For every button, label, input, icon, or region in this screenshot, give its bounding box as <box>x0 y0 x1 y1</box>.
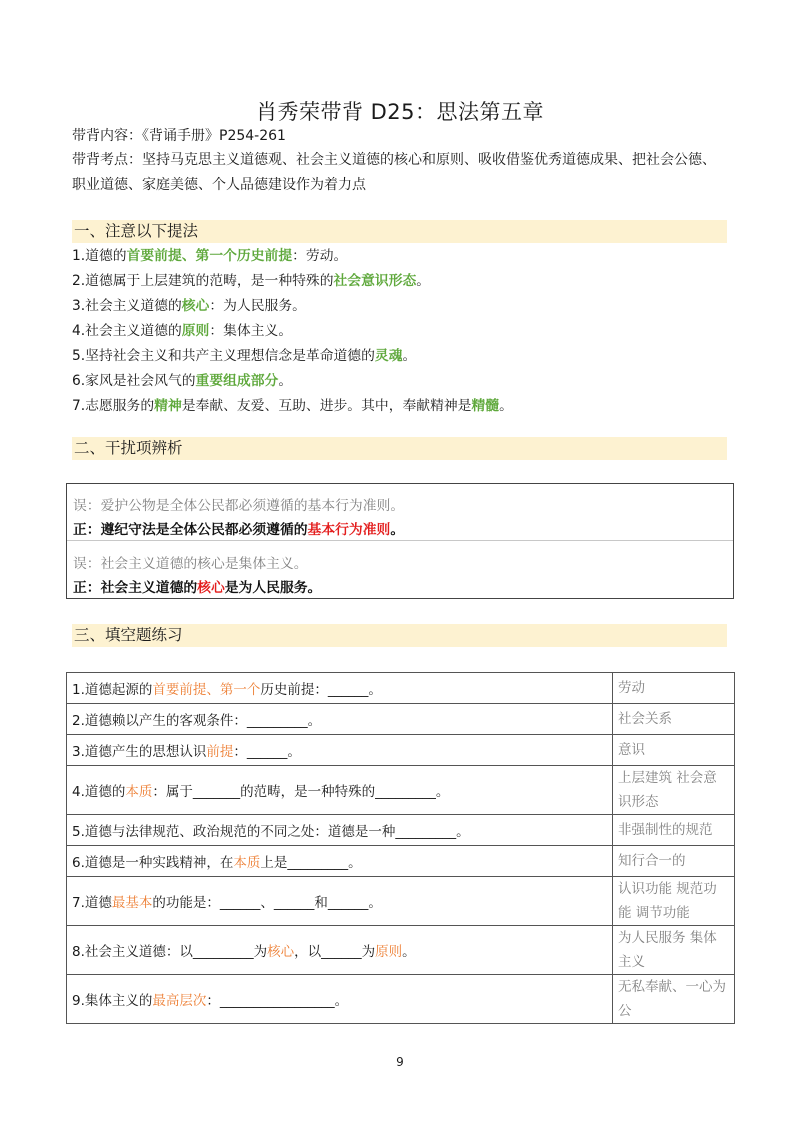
meta-points-line2: 职业道德、家庭美德、个人品德建设作为着力点 <box>72 177 366 193</box>
list-item: 6.家风是社会风气的重要组成部分。 <box>72 373 293 389</box>
question-text: 的功能是：______、______和______。 <box>152 895 382 911</box>
distractor-box <box>66 483 734 599</box>
question-text: ：______。 <box>233 744 301 760</box>
wrong-statement: 误：爱护公物是全体公民都必须遵循的基本行为准则。 <box>73 498 405 514</box>
keyword-highlight: 最基本 <box>111 895 153 911</box>
table-row <box>67 704 735 735</box>
question-text: 3.道德产生的思想认识 <box>72 744 207 760</box>
question-cell <box>67 846 613 877</box>
question-cell <box>67 766 613 815</box>
section-heading-fill-blank: 三、填空题练习 <box>72 624 727 647</box>
answer-cell: 知行合一的 <box>613 846 735 877</box>
list-item: 3.社会主义道德的核心：为人民服务。 <box>72 298 306 314</box>
answer-cell: 劳动 <box>613 673 735 704</box>
keyword-highlight: 本质 <box>233 855 261 871</box>
table-row <box>67 877 735 926</box>
question-cell <box>67 877 613 926</box>
keyword-highlight: 前提 <box>206 744 234 760</box>
list-item: 1.道德的首要前提、第一个历史前提：劳动。 <box>72 248 348 264</box>
question-text: 上是_________。 <box>260 855 362 871</box>
wrong-statement: 误：社会主义道德的核心是集体主义。 <box>73 556 308 572</box>
keyword-highlight: 最高层次 <box>152 993 207 1009</box>
table-row <box>67 815 735 846</box>
meta-points-line1: 带背考点：坚持马克思主义道德观、社会主义道德的核心和原则、吸收借鉴优秀道德成果、把社会公德、 <box>72 152 716 168</box>
question-text: 。 <box>402 944 416 960</box>
answer-cell: 社会关系 <box>613 704 735 735</box>
answer-cell: 无私奉献、一心为公 <box>613 975 735 1024</box>
fill-blank-table <box>66 672 735 1024</box>
question-text: 4.道德的 <box>72 784 126 800</box>
question-text: 8.社会主义道德：以_________为 <box>72 944 268 960</box>
question-text: 2.道德赖以产生的客观条件：_________。 <box>72 713 322 729</box>
question-text: 6.道德是一种实践精神，在 <box>72 855 234 871</box>
correct-statement: 正：遵纪守法是全体公民都必须遵循的基本行为准则。 <box>73 522 405 538</box>
question-cell <box>67 673 613 704</box>
list-item: 2.道德属于上层建筑的范畴，是一种特殊的社会意识形态。 <box>72 273 431 289</box>
question-text: 7.道德 <box>72 895 112 911</box>
keyword-highlight: 原则 <box>375 944 403 960</box>
answer-cell: 认识功能 规范功能 调节功能 <box>613 877 735 926</box>
list-item: 4.社会主义道德的原则：集体主义。 <box>72 323 293 339</box>
section-heading-distractors: 二、干扰项辨析 <box>72 437 727 460</box>
question-cell <box>67 926 613 975</box>
table-row <box>67 766 735 815</box>
answer-cell: 非强制性的规范 <box>613 815 735 846</box>
correct-statement: 正：社会主义道德的核心是为人民服务。 <box>73 580 322 596</box>
question-text: 5.道德与法律规范、政治规范的不同之处：道德是一种_________。 <box>72 824 470 840</box>
question-cell <box>67 704 613 735</box>
question-text: ：_________________。 <box>206 993 349 1009</box>
notes-list <box>72 244 732 419</box>
list-item: 7.志愿服务的精神是奉献、友爱、互助、进步。其中，奉献精神是精髓。 <box>72 398 513 414</box>
list-item: 5.坚持社会主义和共产主义理想信念是革命道德的灵魂。 <box>72 348 417 364</box>
page-title: 肖秀荣带背 D25：思法第五章 <box>255 100 545 124</box>
question-text: 9.集体主义的 <box>72 993 153 1009</box>
table-row <box>67 975 735 1024</box>
table-row <box>67 735 735 766</box>
answer-cell: 上层建筑 社会意识形态 <box>613 766 735 815</box>
section-heading-notes: 一、注意以下提法 <box>72 220 727 243</box>
table-row <box>67 926 735 975</box>
keyword-highlight: 本质 <box>125 784 153 800</box>
answer-cell: 意识 <box>613 735 735 766</box>
keyword-highlight: 核心 <box>267 944 295 960</box>
meta-content: 带背内容：《背诵手册》P254-261 <box>72 128 286 144</box>
table-row <box>67 846 735 877</box>
page-number: 9 <box>396 1055 404 1069</box>
question-text: ，以______为 <box>294 944 376 960</box>
meta-points <box>72 148 732 198</box>
question-text: ：属于_______的范畴，是一种特殊的_________。 <box>152 784 450 800</box>
table-row <box>67 673 735 704</box>
question-text: 1.道德起源的 <box>72 682 153 698</box>
question-text: 历史前提：______。 <box>260 682 382 698</box>
question-cell <box>67 815 613 846</box>
question-cell <box>67 735 613 766</box>
question-cell <box>67 975 613 1024</box>
divider <box>67 540 733 541</box>
keyword-highlight: 首要前提、第一个 <box>152 682 261 698</box>
answer-cell: 为人民服务 集体主义 <box>613 926 735 975</box>
